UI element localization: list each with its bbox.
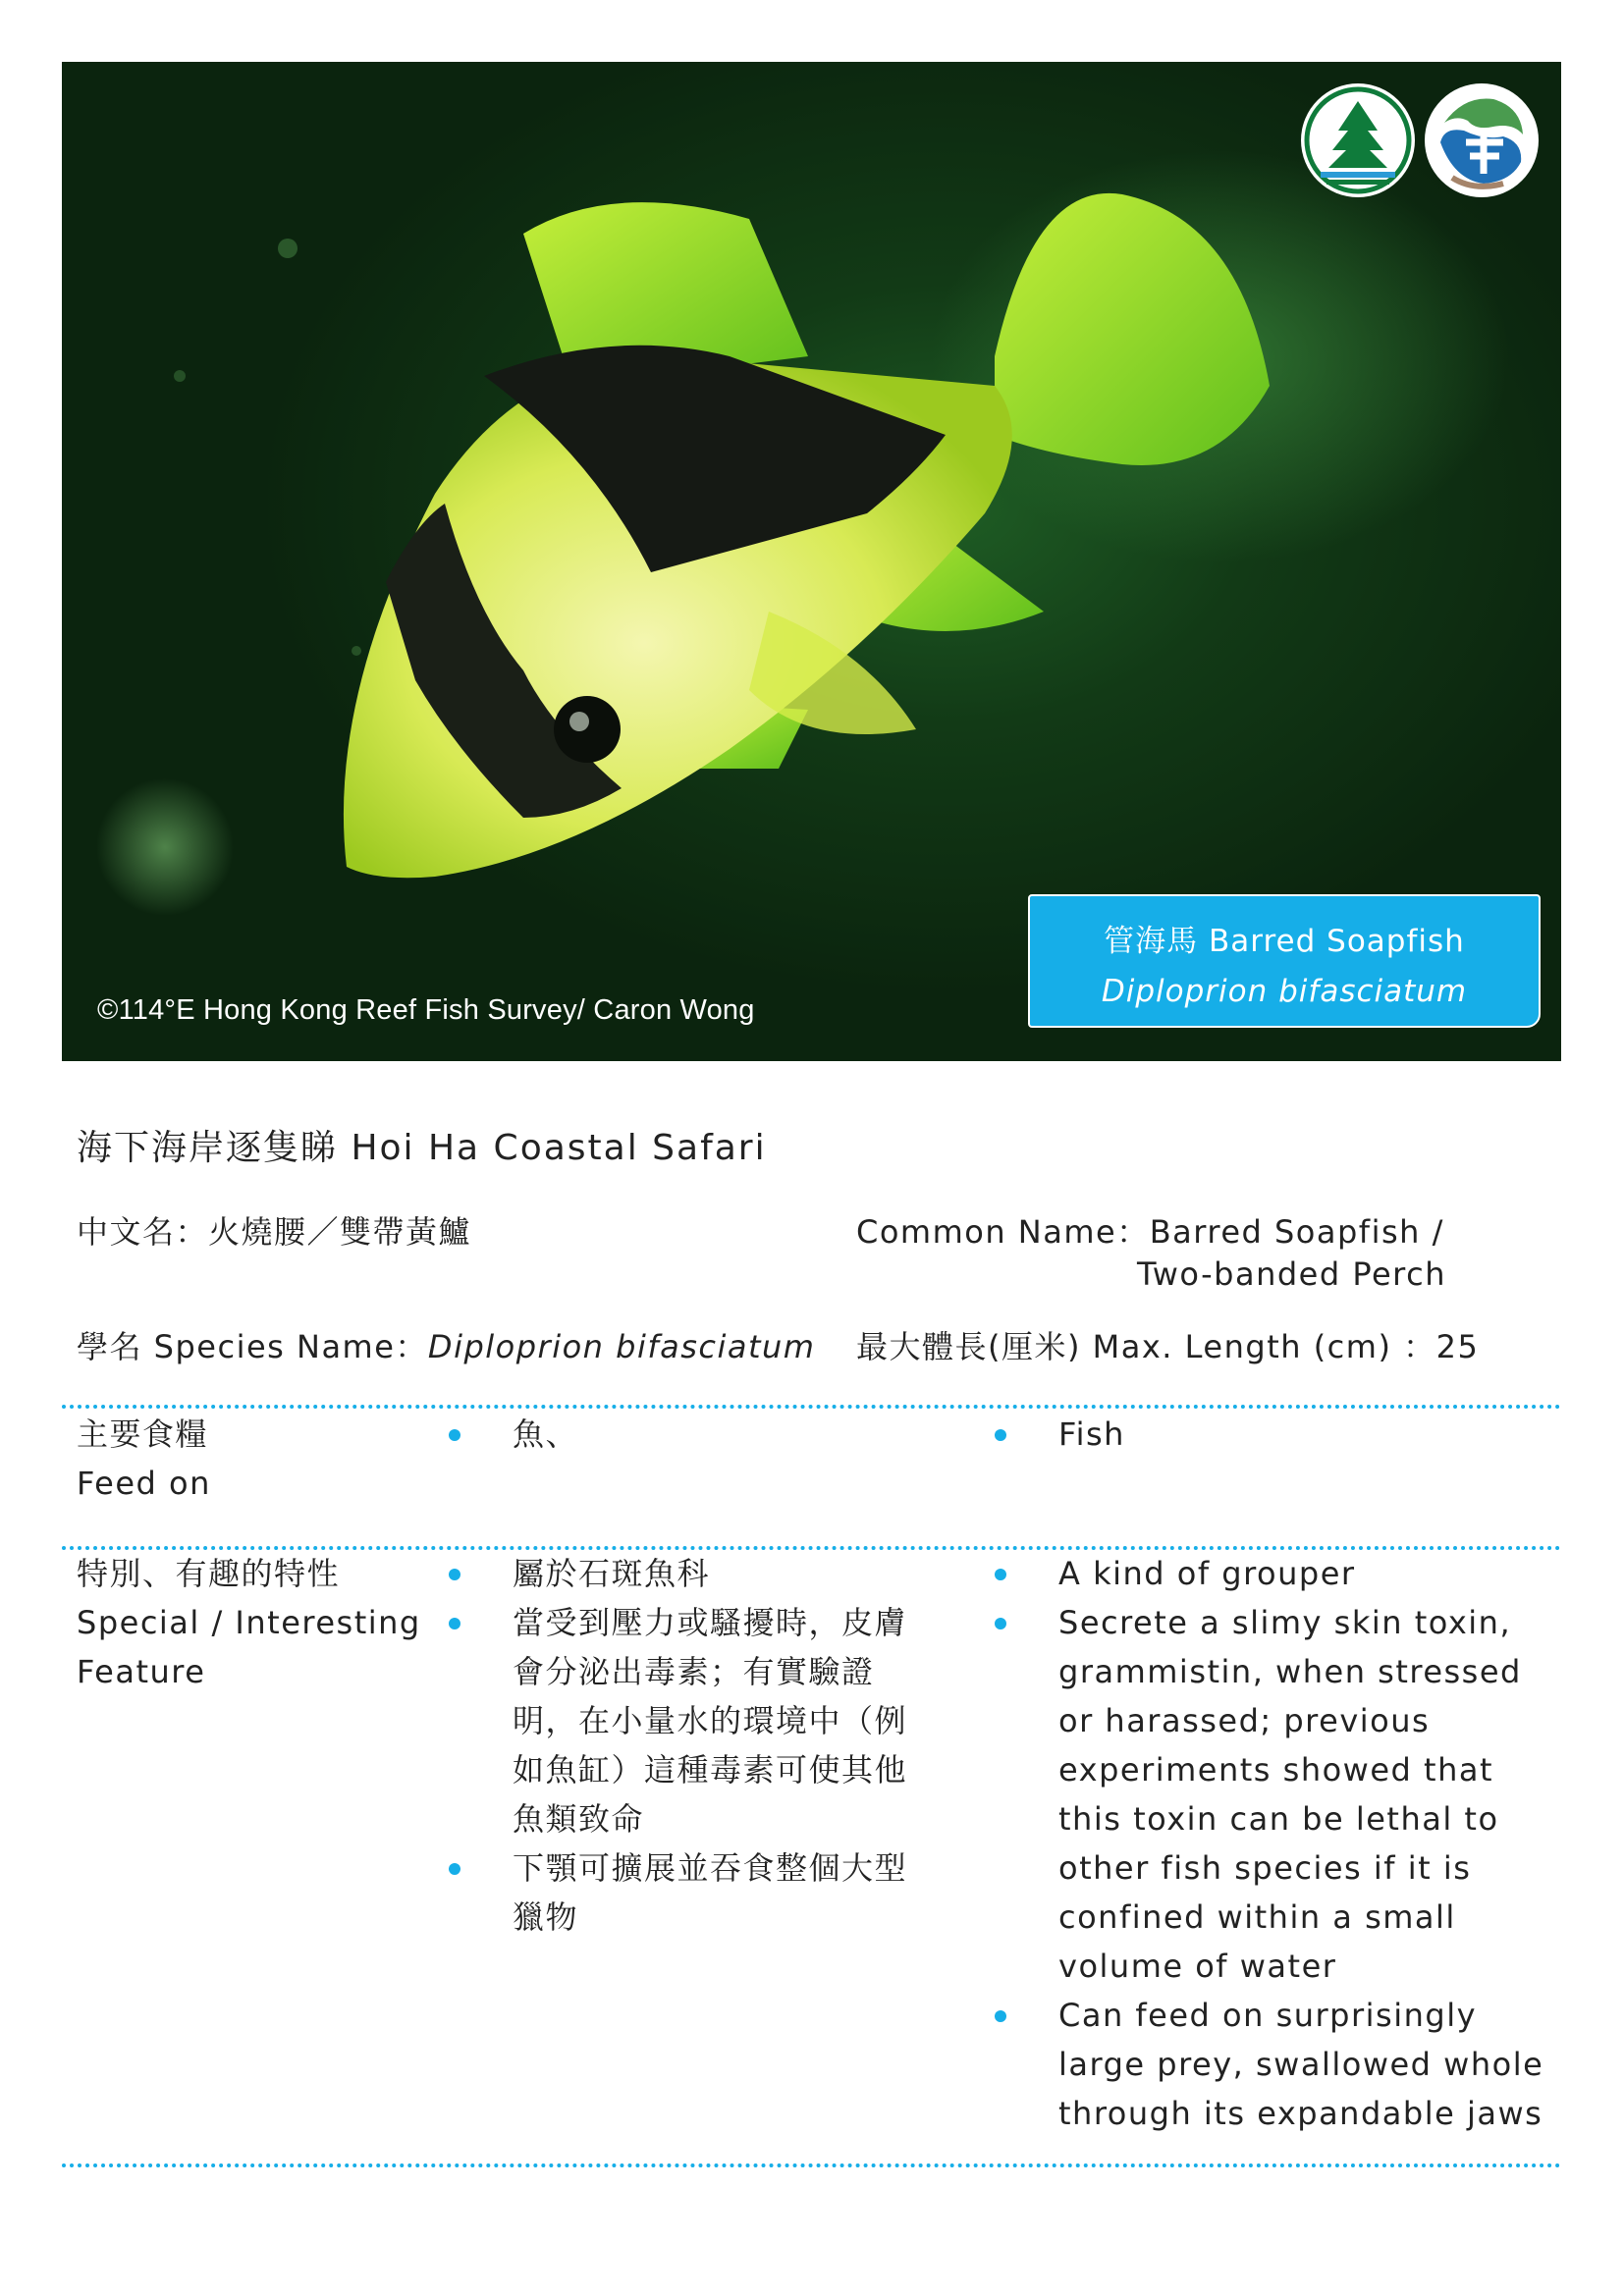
list-item: Secrete a slimy skin toxin, grammistin, when stressed or harassed; previous experiments showed that this toxin can be lethal to other fish species if it is confined within a small volume of water [1058,1598,1554,1991]
hero-photo [62,62,1561,1061]
page-title: 海下海岸逐隻睇 Hoi Ha Coastal Safari [77,1128,767,1168]
species-name-label: 學名 Species Name： [77,1328,428,1365]
divider [62,1405,1561,1409]
common-name-line1: Common Name：Barred Soapfish / [856,1213,1444,1251]
tree-icon [1301,83,1415,197]
feed-label [77,1410,211,1508]
afcd-tree-logo [1301,83,1415,197]
list-item: 下顎可擴展並吞食整個大型獵物 [513,1843,915,1942]
list-item: A kind of grouper [1058,1549,1554,1598]
feature-list-zh [513,1549,915,1942]
feature-label-en-1: Special / Interesting [77,1604,421,1641]
list-item: 屬於石斑魚科 [513,1549,915,1598]
feature-label-en-2: Feature [77,1653,206,1690]
species-name [77,1325,815,1368]
feature-label [77,1549,421,1696]
species-scientific-label: Diploprion bifasciatum [1101,974,1468,1009]
species-name-value: Diploprion bifasciatum [427,1328,816,1365]
list-item: 當受到壓力或騷擾時，皮膚會分泌出毒素；有實驗證明，在小量水的環境中（例如魚缸）這種毒素可使其他魚類致命 [513,1598,915,1843]
hoi-ha-wan-logo [1425,83,1539,197]
feed-list-zh [513,1410,925,1459]
common-name-line2: Two-banded Perch [1137,1255,1446,1293]
species-name-box [1028,894,1541,1028]
feed-list-en [1058,1410,1569,1459]
feed-label-en: Feed on [77,1465,211,1502]
list-item: Fish [1058,1410,1569,1459]
feed-label-zh: 主要食糧 [77,1415,209,1453]
feature-list-en [1058,1549,1554,2138]
list-item: Can feed on surprisingly large prey, swallowed whole through its expandable jaws [1058,1991,1554,2138]
photo-credit: ©114°E Hong Kong Reef Fish Survey/ Caron Wong [97,994,755,1026]
species-common-label: 管海馬 Barred Soapfish [1104,924,1465,959]
list-item: 魚、 [513,1410,925,1459]
marine-park-icon [1425,83,1539,197]
feature-label-zh: 特別、有趣的特性 [77,1555,341,1592]
chinese-name: 中文名：火燒腰／雙帶黃鱸 [77,1213,472,1251]
divider [62,2163,1561,2167]
max-length: 最大體長(厘米) Max. Length (cm) ：25 [856,1328,1480,1365]
